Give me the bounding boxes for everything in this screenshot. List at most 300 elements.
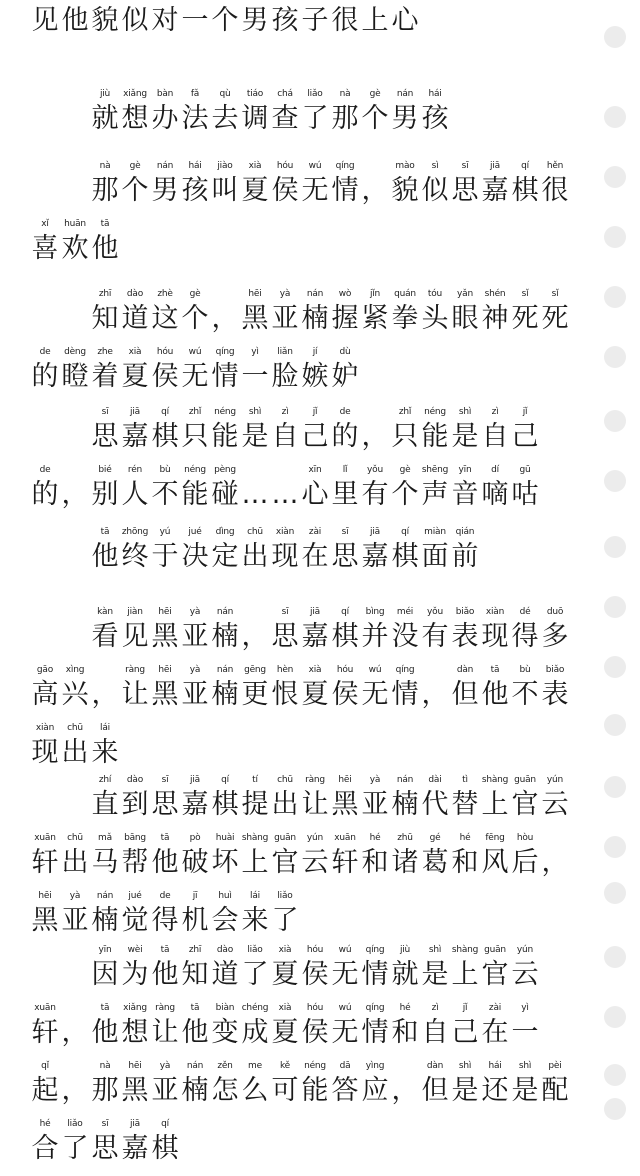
side-marker-dot xyxy=(604,346,626,368)
pinyin: xià xyxy=(248,161,262,171)
pinyin: jiā xyxy=(130,1119,140,1129)
hanzi: 无 xyxy=(301,175,329,206)
pinyin: sǐ xyxy=(551,289,559,299)
pinyin: yǎn xyxy=(457,289,473,299)
hanzi: 风 xyxy=(481,847,509,878)
pinyin: wú xyxy=(188,347,202,357)
hanzi: 得 xyxy=(151,905,179,936)
ruby-character xyxy=(270,0,300,48)
hanzi: 看 xyxy=(91,621,119,652)
hanzi: ， xyxy=(211,303,239,334)
ruby-character xyxy=(30,0,60,48)
hanzi: 想 xyxy=(121,103,149,134)
paragraph xyxy=(30,606,596,780)
pinyin: jiā xyxy=(370,527,380,537)
hanzi: 来 xyxy=(91,737,119,768)
hanzi: 男 xyxy=(151,175,179,206)
paragraph-line xyxy=(30,722,596,780)
hanzi: ， xyxy=(421,679,449,710)
hanzi: 叫 xyxy=(211,175,239,206)
pinyin: hēi xyxy=(338,775,352,785)
hanzi: 前 xyxy=(451,541,479,572)
pinyin: jiā xyxy=(490,161,500,171)
pinyin: xiǎng xyxy=(123,89,147,99)
hanzi: 的 xyxy=(331,421,359,452)
hanzi: 黑 xyxy=(121,1075,149,1106)
pinyin: nán xyxy=(156,161,174,171)
hanzi: 心 xyxy=(301,479,329,510)
ruby-character xyxy=(420,88,450,146)
ruby-character xyxy=(540,832,570,890)
pinyin: qíng xyxy=(365,1003,385,1013)
pinyin: qí xyxy=(401,527,409,537)
pinyin: chū xyxy=(247,527,263,537)
hanzi: 楠 xyxy=(391,789,419,820)
ruby-character xyxy=(540,160,570,218)
hanzi: 为 xyxy=(121,959,149,990)
hanzi: 一 xyxy=(511,1017,539,1048)
pinyin: shì xyxy=(458,407,472,417)
pinyin: nán xyxy=(306,289,324,299)
pinyin: qí xyxy=(521,161,529,171)
pinyin: sī xyxy=(161,775,169,785)
pinyin: mào xyxy=(395,161,415,171)
pinyin: chá xyxy=(277,89,293,99)
pinyin: guān xyxy=(484,945,506,955)
pinyin: jué xyxy=(188,527,202,537)
ruby-character xyxy=(90,0,120,48)
hanzi: 出 xyxy=(61,847,89,878)
hanzi: 拳 xyxy=(391,303,419,334)
pinyin: tiáo xyxy=(246,89,264,99)
hanzi: 思 xyxy=(91,421,119,452)
paragraph-line xyxy=(30,406,596,464)
pinyin: nà xyxy=(99,1061,111,1071)
pinyin: hóu xyxy=(336,665,354,675)
pinyin: yún xyxy=(516,945,534,955)
ruby-character xyxy=(330,346,360,404)
hanzi: 答 xyxy=(331,1075,359,1106)
hanzi: 声 xyxy=(421,479,449,510)
pinyin: hóu xyxy=(306,1003,324,1013)
hanzi: 官 xyxy=(481,959,509,990)
pinyin: qí xyxy=(341,607,349,617)
hanzi: 嘉 xyxy=(301,621,329,652)
pinyin: liǎo xyxy=(307,89,323,99)
hanzi: 决 xyxy=(181,541,209,572)
pinyin: biàn xyxy=(215,1003,235,1013)
pinyin: jiā xyxy=(310,607,320,617)
pinyin: hé xyxy=(39,1119,51,1129)
pinyin: shì xyxy=(248,407,262,417)
pinyin: jiù xyxy=(99,89,111,99)
pinyin: zhī xyxy=(98,289,112,299)
pinyin: xiàn xyxy=(35,723,55,733)
hanzi: 能 xyxy=(421,421,449,452)
hanzi: 侯 xyxy=(301,1017,329,1048)
hanzi: 神 xyxy=(481,303,509,334)
hanzi: 轩 xyxy=(31,847,59,878)
paragraph xyxy=(30,774,596,948)
pinyin: nán xyxy=(216,665,234,675)
ruby-character xyxy=(120,0,150,48)
ruby-character xyxy=(540,288,570,346)
paragraph-line xyxy=(30,774,596,832)
hanzi: 知 xyxy=(181,959,209,990)
hanzi: 表 xyxy=(451,621,479,652)
hanzi: 没 xyxy=(391,621,419,652)
ruby-character xyxy=(330,160,360,218)
hanzi: 起 xyxy=(31,1075,59,1106)
pinyin: de xyxy=(339,407,351,417)
pinyin: gēng xyxy=(244,665,266,675)
hanzi: 么 xyxy=(241,1075,269,1106)
hanzi: 道 xyxy=(121,303,149,334)
hanzi: 了 xyxy=(241,959,269,990)
hanzi: 死 xyxy=(511,303,539,334)
side-marker-dot xyxy=(604,26,626,48)
pinyin: kě xyxy=(279,1061,291,1071)
pinyin: fǎ xyxy=(190,89,200,99)
hanzi: 他 xyxy=(91,541,119,572)
pinyin: zhí xyxy=(98,775,112,785)
pinyin: gè xyxy=(399,465,411,475)
pinyin: guān xyxy=(274,833,296,843)
pinyin: méi xyxy=(396,607,414,617)
pinyin: duō xyxy=(546,607,564,617)
pinyin: dàn xyxy=(456,665,474,675)
hanzi: 一 xyxy=(241,361,269,392)
hanzi: 自 xyxy=(271,421,299,452)
hanzi: 妒 xyxy=(331,361,359,392)
side-marker-dot xyxy=(604,656,626,678)
pinyin: shàng xyxy=(481,775,509,785)
pinyin: jī xyxy=(192,891,198,901)
hanzi: 只 xyxy=(181,421,209,452)
pinyin: wú xyxy=(338,945,352,955)
pinyin: qí xyxy=(221,775,229,785)
hanzi: 提 xyxy=(241,789,269,820)
paragraph-line xyxy=(30,944,596,1002)
hanzi: 不 xyxy=(511,679,539,710)
pinyin: guān xyxy=(514,775,536,785)
pinyin: yì xyxy=(521,1003,529,1013)
hanzi: 碰 xyxy=(211,479,239,510)
pinyin: de xyxy=(39,465,51,475)
pinyin: nà xyxy=(339,89,351,99)
ruby-character xyxy=(180,0,210,48)
hanzi: 亚 xyxy=(61,905,89,936)
pinyin: dào xyxy=(126,775,144,785)
hanzi: 夏 xyxy=(121,361,149,392)
pinyin: dā xyxy=(339,1061,351,1071)
side-marker-dot xyxy=(604,226,626,248)
pinyin: lái xyxy=(100,723,110,733)
hanzi: 亚 xyxy=(271,303,299,334)
pinyin: zì xyxy=(431,1003,439,1013)
pinyin: zhè xyxy=(157,289,173,299)
hanzi: 孩 xyxy=(421,103,449,134)
pinyin: yà xyxy=(189,665,201,675)
pinyin: tā xyxy=(490,665,500,675)
pinyin: yà xyxy=(189,607,201,617)
pinyin: liǎo xyxy=(67,1119,83,1129)
pinyin: chū xyxy=(277,775,293,785)
pinyin: gū xyxy=(519,465,531,475)
paragraph-line xyxy=(30,0,596,48)
hanzi: ， xyxy=(91,679,119,710)
pinyin: yú xyxy=(159,527,171,537)
hanzi: 兴 xyxy=(61,679,89,710)
pinyin: tí xyxy=(252,775,258,785)
pinyin: tā xyxy=(100,527,110,537)
paragraph-line xyxy=(30,606,596,664)
pinyin: jiā xyxy=(130,407,140,417)
hanzi: 咕 xyxy=(511,479,539,510)
pinyin: yīn xyxy=(458,465,472,475)
hanzi: 楠 xyxy=(91,905,119,936)
hanzi: 己 xyxy=(451,1017,479,1048)
hanzi: 上 xyxy=(241,847,269,878)
pinyin: qí xyxy=(161,1119,169,1129)
hanzi: 应 xyxy=(361,1075,389,1106)
hanzi: 破 xyxy=(181,847,209,878)
hanzi: 只 xyxy=(391,421,419,452)
pinyin: liǎo xyxy=(247,945,263,955)
hanzi: 替 xyxy=(451,789,479,820)
pinyin: tóu xyxy=(427,289,443,299)
hanzi: 马 xyxy=(91,847,119,878)
ruby-character xyxy=(540,1060,570,1118)
hanzi: 黑 xyxy=(31,905,59,936)
pinyin: zěn xyxy=(217,1061,233,1071)
hanzi: 法 xyxy=(181,103,209,134)
pinyin: tā xyxy=(160,945,170,955)
hanzi: 让 xyxy=(121,679,149,710)
pinyin: xìng xyxy=(65,665,85,675)
hanzi: 会 xyxy=(211,905,239,936)
hanzi: 头 xyxy=(421,303,449,334)
pinyin: shì xyxy=(428,945,442,955)
hanzi: 黑 xyxy=(331,789,359,820)
hanzi: 嘉 xyxy=(181,789,209,820)
pinyin: hèn xyxy=(276,665,294,675)
hanzi: 情 xyxy=(211,361,239,392)
pinyin: jiù xyxy=(399,945,411,955)
pinyin: xiàn xyxy=(275,527,295,537)
pinyin: shàng xyxy=(451,945,479,955)
hanzi: 能 xyxy=(211,421,239,452)
pinyin: dài xyxy=(428,775,442,785)
ruby-character xyxy=(330,406,360,464)
hanzi: 握 xyxy=(331,303,359,334)
ruby-character xyxy=(390,0,420,48)
hanzi: 无 xyxy=(331,1017,359,1048)
hanzi: 轩 xyxy=(331,847,359,878)
hanzi: 他 xyxy=(151,847,179,878)
hanzi: 貌 xyxy=(91,5,119,36)
pinyin: huì xyxy=(218,891,232,901)
ruby-character xyxy=(30,464,60,522)
hanzi: 查 xyxy=(271,103,299,134)
pinyin: hēi xyxy=(158,665,172,675)
pinyin: tā xyxy=(160,833,170,843)
hanzi: 情 xyxy=(331,175,359,206)
hanzi: 云 xyxy=(541,789,569,820)
hanzi: 是 xyxy=(421,959,449,990)
pinyin: ràng xyxy=(305,775,325,785)
pinyin: xuān xyxy=(34,1003,56,1013)
hanzi: 亚 xyxy=(181,621,209,652)
hanzi: 坏 xyxy=(211,847,239,878)
pinyin: gé xyxy=(429,833,441,843)
ruby-character xyxy=(210,0,240,48)
pinyin: nán xyxy=(396,775,414,785)
hanzi: 貌 xyxy=(391,175,419,206)
hanzi: 更 xyxy=(241,679,269,710)
hanzi: 个 xyxy=(391,479,419,510)
ruby-character xyxy=(150,1118,180,1176)
pinyin: nán xyxy=(96,891,114,901)
pinyin: gè xyxy=(129,161,141,171)
paragraph-line xyxy=(30,664,596,722)
hanzi: 棋 xyxy=(211,789,239,820)
hanzi: 楠 xyxy=(181,1075,209,1106)
hanzi: 去 xyxy=(211,103,239,134)
pinyin: pèi xyxy=(548,1061,562,1071)
hanzi: 很 xyxy=(541,175,569,206)
pinyin: zhǐ xyxy=(398,407,412,417)
pinyin: bàn xyxy=(156,89,174,99)
hanzi: 棋 xyxy=(391,541,419,572)
pinyin: hé xyxy=(369,833,381,843)
hanzi: ， xyxy=(361,175,389,206)
hanzi: 就 xyxy=(391,959,419,990)
pinyin xyxy=(384,0,426,2)
hanzi: 侯 xyxy=(271,175,299,206)
pinyin: zhī xyxy=(188,945,202,955)
pinyin: qíng xyxy=(365,945,385,955)
pinyin: gāo xyxy=(36,665,54,675)
pinyin: zhe xyxy=(97,347,113,357)
hanzi: 楠 xyxy=(211,621,239,652)
hanzi: 侯 xyxy=(301,959,329,990)
hanzi: ， xyxy=(241,621,269,652)
hanzi: 个 xyxy=(361,103,389,134)
hanzi: 亚 xyxy=(361,789,389,820)
hanzi: 调 xyxy=(241,103,269,134)
pinyin: hòu xyxy=(516,833,534,843)
hanzi: 情 xyxy=(361,1017,389,1048)
pinyin: biǎo xyxy=(545,665,565,675)
hanzi: 道 xyxy=(211,959,239,990)
hanzi: 这 xyxy=(151,303,179,334)
hanzi: 有 xyxy=(361,479,389,510)
pinyin: dèng xyxy=(64,347,86,357)
hanzi: 对 xyxy=(151,5,179,36)
pinyin: wú xyxy=(308,161,322,171)
pinyin: de xyxy=(39,347,51,357)
pinyin: tā xyxy=(190,1003,200,1013)
ruby-character xyxy=(210,464,240,522)
pinyin: gè xyxy=(189,289,201,299)
hanzi: 了 xyxy=(301,103,329,134)
pinyin: wú xyxy=(338,1003,352,1013)
pinyin: néng xyxy=(304,1061,326,1071)
hanzi: 在 xyxy=(301,541,329,572)
ruby-character xyxy=(510,464,540,522)
pinyin: chū xyxy=(67,833,83,843)
hanzi: 似 xyxy=(421,175,449,206)
pinyin: jiào xyxy=(217,161,233,171)
ruby-character xyxy=(360,1060,390,1118)
hanzi: 黑 xyxy=(151,621,179,652)
pinyin: sī xyxy=(101,407,109,417)
ruby-character xyxy=(390,664,420,722)
hanzi: 想 xyxy=(121,1017,149,1048)
paragraph xyxy=(30,406,596,522)
pinyin: jué xyxy=(128,891,142,901)
hanzi: … xyxy=(241,479,269,510)
hanzi: 知 xyxy=(91,303,119,334)
pinyin: xǐ xyxy=(41,219,49,229)
hanzi: 己 xyxy=(301,421,329,452)
paragraph-line xyxy=(30,1060,596,1118)
side-marker-dot xyxy=(604,596,626,618)
pinyin: xuān xyxy=(34,833,56,843)
hanzi: 眼 xyxy=(451,303,479,334)
hanzi: 他 xyxy=(181,1017,209,1048)
hanzi: 但 xyxy=(421,1075,449,1106)
pinyin: dàn xyxy=(426,1061,444,1071)
pinyin: dí xyxy=(491,465,499,475)
side-marker-dot xyxy=(604,470,626,492)
pinyin: dé xyxy=(519,607,531,617)
hanzi: 楠 xyxy=(301,303,329,334)
paragraph xyxy=(30,0,596,48)
pinyin: hóu xyxy=(156,347,174,357)
hanzi: 别 xyxy=(91,479,119,510)
hanzi: 官 xyxy=(271,847,299,878)
pinyin: nán xyxy=(186,1061,204,1071)
pinyin: hěn xyxy=(546,161,564,171)
hanzi: 到 xyxy=(121,789,149,820)
hanzi: 无 xyxy=(181,361,209,392)
pinyin: sǐ xyxy=(521,289,529,299)
hanzi: 黑 xyxy=(151,679,179,710)
ruby-character xyxy=(210,606,240,664)
hanzi: 合 xyxy=(31,1133,59,1164)
pinyin: hóu xyxy=(306,945,324,955)
hanzi: 高 xyxy=(31,679,59,710)
hanzi: 孩 xyxy=(271,5,299,36)
hanzi: 面 xyxy=(421,541,449,572)
hanzi: 子 xyxy=(301,5,329,36)
hanzi: ， xyxy=(391,1075,419,1106)
side-marker-dot xyxy=(604,286,626,308)
pinyin: sī xyxy=(281,607,289,617)
pinyin: sì xyxy=(431,161,439,171)
hanzi: 因 xyxy=(91,959,119,990)
paragraph xyxy=(30,944,596,1176)
pinyin: nán xyxy=(216,607,234,617)
hanzi: 现 xyxy=(481,621,509,652)
hanzi: 官 xyxy=(511,789,539,820)
paragraph-line xyxy=(30,1002,596,1060)
hanzi: 现 xyxy=(271,541,299,572)
pinyin: zhōng xyxy=(121,527,149,537)
hanzi: 上 xyxy=(361,5,389,36)
